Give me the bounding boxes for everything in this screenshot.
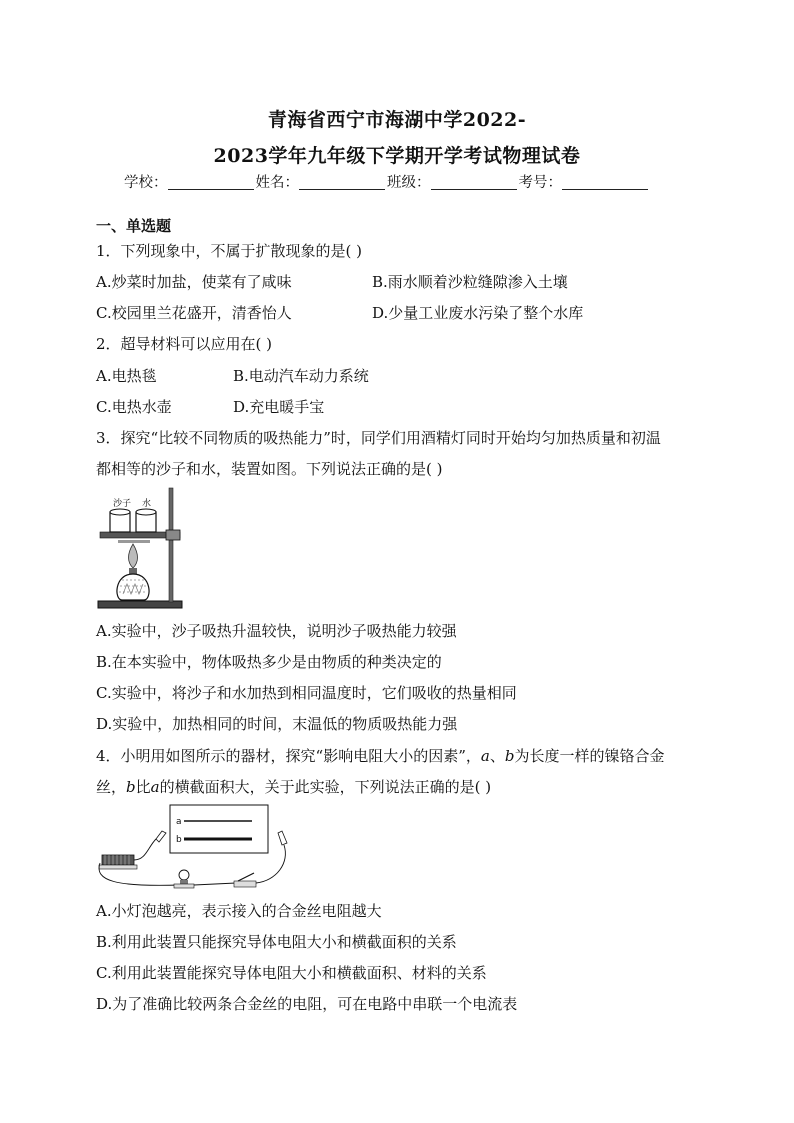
q4-stem-text: 的横截面积大，关于此实验，下列说法正确的是( ) [159, 778, 492, 796]
q1-stem: 1．下列现象中，不属于扩散现象的是( ) [96, 242, 363, 260]
label-water: 水 [142, 499, 152, 509]
student-info-row [124, 171, 650, 192]
q3-stem-line2: 都相等的沙子和水，装置如图。下列说法正确的是( ) [96, 460, 443, 478]
q3-option-b[interactable]: B.在本实验中，物体吸热多少是由物质的种类决定的 [96, 653, 442, 671]
section-heading: 一、单选题 [96, 217, 172, 235]
wire-b-label: b [176, 835, 182, 845]
q1-option-c[interactable]: C.校园里兰花盛开，清香怡人 [96, 304, 292, 322]
name-blank[interactable] [299, 175, 385, 190]
label-sand: 沙子 [113, 499, 132, 509]
q3-option-d[interactable]: D.实验中，加热相同的时间，末温低的物质吸热能力强 [96, 715, 458, 733]
class-blank[interactable] [431, 175, 517, 190]
q4-stem-text: 4．小明用如图所示的器材，探究“影响电阻大小的因素”， [96, 747, 481, 765]
q1-option-a[interactable]: A.炒菜时加盐，使菜有了咸味 [96, 273, 292, 291]
name-label: 姓名： [255, 175, 299, 191]
q4-option-b[interactable]: B.利用此装置只能探究导体电阻大小和横截面积的关系 [96, 933, 457, 951]
q3-figure-heating-apparatus [96, 486, 188, 610]
q2-option-b[interactable]: B.电动汽车动力系统 [233, 367, 369, 385]
wire-a-label: a [176, 817, 182, 827]
exam-title-line2: 2023学年九年级下学期开学考试物理试卷 [213, 145, 581, 167]
var-a: a [150, 778, 160, 796]
exam-no-label: 考号： [518, 175, 562, 191]
class-label: 班级： [387, 175, 431, 191]
var-b: b [126, 778, 136, 796]
school-blank[interactable] [168, 175, 254, 190]
separator: 、 [489, 747, 505, 765]
school-label: 学校： [124, 175, 168, 191]
q4-option-a[interactable]: A.小灯泡越亮，表示接入的合金丝电阻越大 [96, 902, 382, 920]
q4-stem-text: 比 [135, 778, 151, 796]
var-a: a [480, 747, 490, 765]
var-b: b [504, 747, 515, 765]
q1-option-b[interactable]: B.雨水顺着沙粒缝隙渗入土壤 [372, 273, 568, 291]
exam-no-blank[interactable] [562, 175, 648, 190]
q4-stem-text: 丝， [96, 778, 127, 796]
q1-option-d[interactable]: D.少量工业废水污染了整个水库 [372, 304, 584, 322]
q3-option-a[interactable]: A.实验中，沙子吸热升温较快，说明沙子吸热能力较强 [96, 622, 457, 640]
q2-option-d[interactable]: D.充电暖手宝 [233, 398, 325, 416]
q4-option-c[interactable]: C.利用此装置能探究导体电阻大小和横截面积、材料的关系 [96, 964, 487, 982]
q4-stem-line1 [96, 745, 664, 766]
q4-stem-text: 为长度一样的镍铬合金 [514, 747, 665, 765]
q3-option-c[interactable]: C.实验中，将沙子和水加热到相同温度时，它们吸收的热量相同 [96, 684, 517, 702]
q2-option-c[interactable]: C.电热水壶 [96, 398, 172, 416]
q2-option-a[interactable]: A.电热毯 [96, 367, 157, 385]
q4-stem-line2 [96, 776, 491, 797]
q2-stem: 2．超导材料可以应用在( ) [96, 335, 273, 353]
q4-figure-circuit [96, 803, 302, 895]
q3-stem-line1: 3．探究“比较不同物质的吸热能力”时，同学们用酒精灯同时开始均匀加热质量和初温 [96, 429, 661, 447]
exam-title-line1: 青海省西宁市海湖中学2022- [267, 109, 527, 131]
q4-option-d[interactable]: D.为了准确比较两条合金丝的电阻，可在电路中串联一个电流表 [96, 995, 518, 1013]
